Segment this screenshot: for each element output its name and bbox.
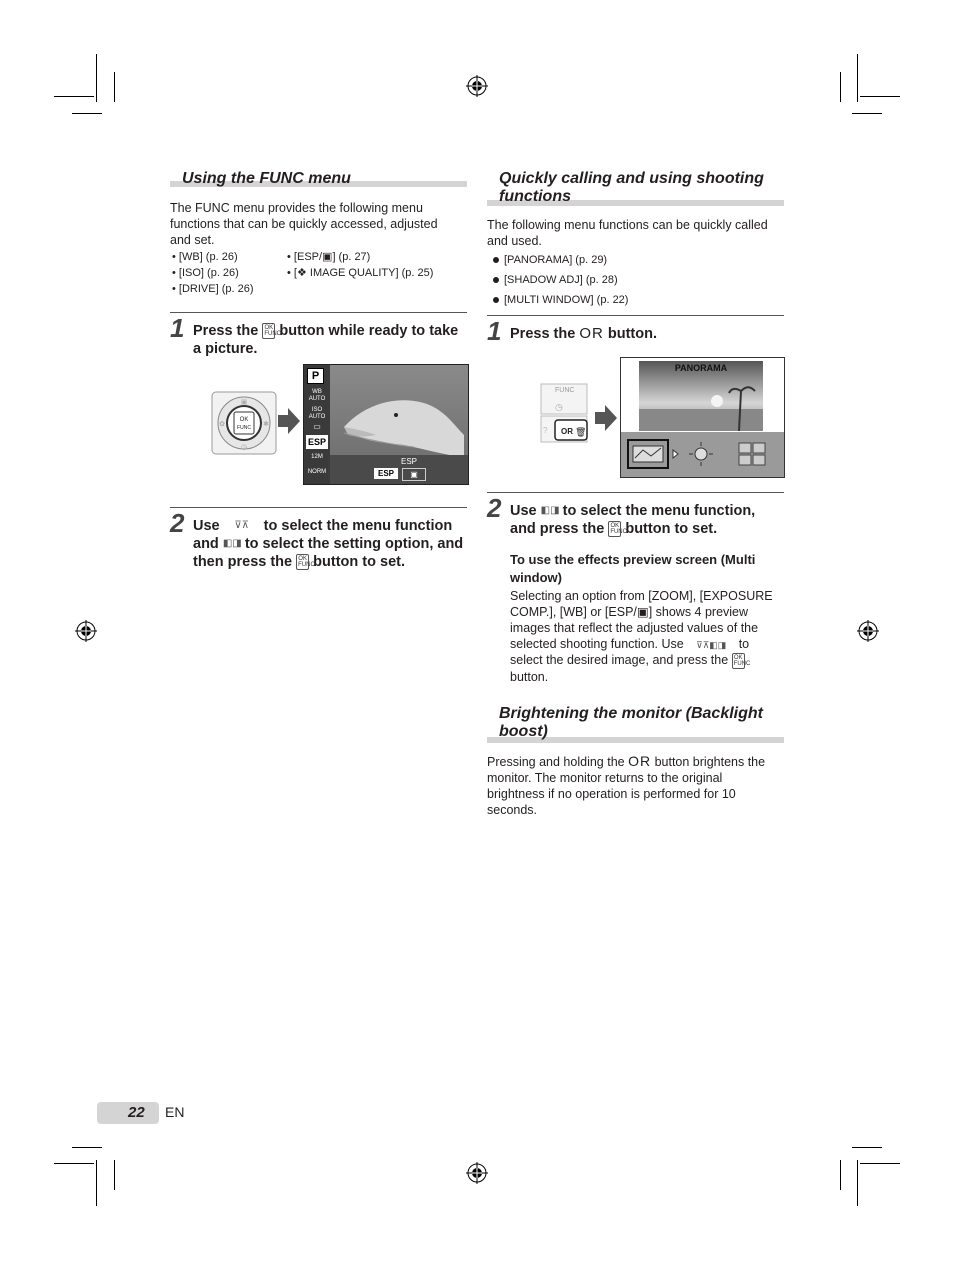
step2-instruction-select: Use ◧◨ to select the menu function, and press the OK FUNC button to set. (510, 503, 756, 537)
crop-mark (54, 96, 94, 97)
registration-mark-icon (857, 620, 879, 642)
crop-mark (96, 1160, 97, 1206)
crop-mark (860, 1163, 900, 1164)
crop-mark (840, 72, 841, 102)
svg-text:FUNC: FUNC (555, 387, 575, 394)
list-item: • [ISO] (p. 26) (172, 267, 239, 279)
registration-mark-icon (466, 75, 488, 97)
step-number: 2 (487, 493, 502, 523)
quick-bullet-list (493, 253, 783, 307)
crop-mark (860, 96, 900, 97)
section-heading-func-menu: Using the FUNC menu (182, 170, 351, 187)
multi-window-text: Selecting an option from [ZOOM], [EXPOSURE COMP.], [WB] or [ESP/▣] shows 4 preview images that reflect the adjusted values of the selected shooting function. Use ⊽⊼◧◨ to select the desired image, and press the OK FUNC button. (510, 589, 773, 684)
divider (170, 312, 467, 313)
quick-intro-text: The following menu functions can be quickly called and used. (487, 218, 768, 248)
section-heading-quick-calling: Quickly calling and using shooting functions (499, 170, 764, 205)
svg-text:◷: ◷ (240, 444, 248, 451)
camera-screen-func (303, 364, 469, 485)
step-number: 1 (487, 316, 502, 346)
mode-indicator: P (307, 368, 324, 384)
section-heading-backlight: Brightening the monitor (Backlight boost) (499, 705, 763, 740)
crop-mark (840, 1160, 841, 1190)
step1-instruction: Press the OK FUNC button while ready to take a picture. (193, 323, 459, 357)
step-number: 1 (170, 313, 185, 343)
arrow-right-icon (278, 408, 300, 434)
esp-option-selected: ESP (374, 468, 398, 479)
left-right-arrow-icon: ◧◨ (540, 505, 560, 517)
camera-dial-illustration (210, 390, 278, 456)
drive-icon: ▭ (313, 422, 321, 431)
crop-mark (72, 1147, 102, 1148)
crop-mark (54, 1163, 94, 1164)
compression-icon: NORM (307, 469, 327, 475)
camera-screen-panorama (620, 357, 785, 478)
svg-text:✿: ✿ (219, 421, 225, 428)
or-button-icon: OR (628, 753, 652, 769)
arrow-pad-icon: ⊽⊼◧◨ (696, 639, 727, 650)
crop-mark (114, 72, 115, 102)
list-item: • [❖ IMAGE QUALITY] (p. 25) (287, 267, 434, 279)
screen-title: PANORAMA (674, 363, 728, 373)
svg-text:FUNC: FUNC (237, 425, 251, 431)
svg-text:🗑: 🗑 (575, 427, 587, 437)
or-button-illustration (537, 382, 593, 444)
func-intro-text: The FUNC menu provides the following menu functions that can be quickly accessed, adjusted and set. (170, 201, 438, 247)
crop-mark (96, 54, 97, 102)
step-number: 2 (170, 508, 185, 538)
divider (170, 507, 467, 508)
registration-mark-icon (466, 1162, 488, 1184)
dolphin-photo (304, 365, 468, 484)
crop-mark (857, 1160, 858, 1206)
divider (487, 315, 784, 316)
step1-instruction-or: Press the OR button. (510, 325, 657, 342)
crop-mark (72, 113, 102, 114)
ok-func-button-icon: OK FUNC (733, 654, 751, 667)
svg-text:OK: OK (239, 417, 249, 423)
sub-heading-multi-window: To use the effects preview screen (Multi window) (510, 552, 756, 585)
list-item: • [DRIVE] (p. 26) (172, 283, 254, 295)
crop-mark (852, 113, 882, 114)
screen-caption: ESP (400, 457, 417, 466)
function-strip (621, 432, 784, 477)
left-right-arrow-icon: ◧◨ (222, 538, 242, 550)
list-item: [SHADOW ADJ] (p. 28) (493, 273, 783, 287)
crop-mark (852, 1147, 882, 1148)
list-item: • [WB] (p. 26) (172, 251, 238, 263)
svg-text:OR: OR (561, 427, 573, 436)
image-size-icon: 12M (311, 454, 323, 460)
spot-option: ▣ (402, 468, 426, 481)
step2-instruction: Use ⊽⊼ to select the menu function and ◧◨ to select the setting option, and then press the OK FUNC button to set. (193, 518, 464, 570)
list-item: • [ESP/▣] (p. 27) (287, 251, 371, 263)
arrow-right-icon (595, 405, 617, 431)
page-number: 22 (128, 1104, 145, 1121)
bullet-list-col1 (172, 250, 292, 296)
esp-icon: ESP (307, 437, 326, 447)
iso-auto-icon: ISO AUTO (308, 407, 326, 420)
or-button-icon: OR (579, 325, 604, 342)
svg-text:▣: ▣ (240, 399, 248, 406)
svg-text:✱: ✱ (263, 421, 269, 428)
language-label: EN (165, 1104, 185, 1120)
bullet-list-col2 (287, 250, 467, 280)
svg-text:◷: ◷ (555, 402, 563, 412)
crop-mark (857, 54, 858, 102)
list-item: [PANORAMA] (p. 29) (493, 253, 783, 267)
ok-func-button-icon: OK FUNC (298, 556, 315, 569)
backlight-boost-text: Pressing and holding the OR button brightens the monitor. The monitor returns to the original brightness if no operation is performed for 10 seconds. (487, 753, 766, 817)
function-icons (621, 432, 784, 477)
svg-text:?: ? (543, 426, 548, 435)
crop-mark (114, 1160, 115, 1190)
divider (487, 492, 784, 493)
ok-func-button-icon: OK FUNC (264, 325, 281, 338)
ok-func-button-icon: OK FUNC (610, 523, 627, 536)
registration-mark-icon (75, 620, 97, 642)
list-item: [MULTI WINDOW] (p. 22) (493, 293, 783, 307)
wb-auto-icon: WB AUTO (308, 389, 326, 402)
up-down-arrow-icon: ⊽⊼ (234, 520, 249, 532)
